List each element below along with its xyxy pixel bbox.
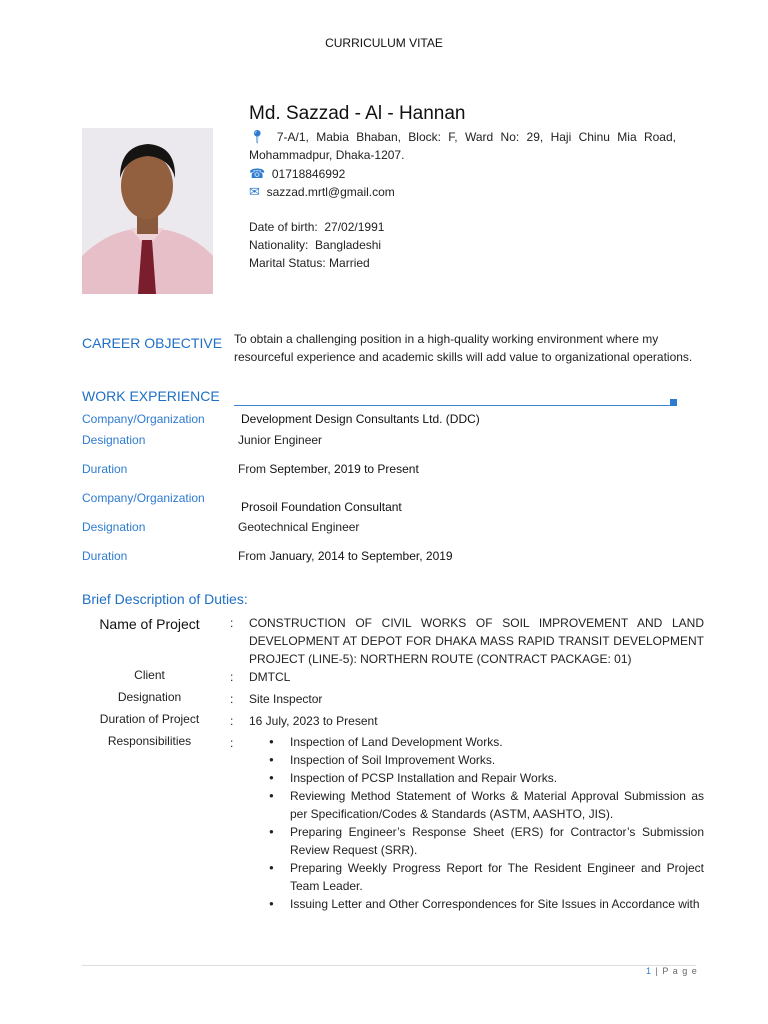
footer-divider: [82, 965, 696, 966]
section-divider: [234, 405, 676, 406]
work-experience-heading: WORK EXPERIENCE: [82, 388, 220, 404]
email: [249, 184, 395, 200]
nationality-value: Bangladeshi: [315, 238, 382, 252]
responsibilities-label: Responsibilities: [107, 734, 192, 748]
job2-company-label: Company/Organization: [82, 491, 205, 505]
marital-value: Married: [329, 256, 370, 270]
project-duration-colon: :: [230, 714, 234, 728]
job2-designation: Geotechnical Engineer: [238, 520, 360, 534]
marital-label: Marital Status:: [249, 256, 326, 270]
responsibilities-colon: :: [230, 736, 234, 750]
job1-duration-prefix: From: [238, 462, 266, 476]
list-item: ● Preparing Weekly Progress Report for The Resident Engineer and Project Team Leader.: [249, 859, 704, 895]
responsibilities-list: [249, 733, 704, 913]
list-item: ● Issuing Letter and Other Correspondences for Site Issues in Accordance with: [249, 895, 704, 913]
career-objective-text: To obtain a challenging position in a high-quality working environment where my resourceful experience and academic skills will add value to organizational operations.: [234, 332, 693, 364]
marital-status: [249, 256, 370, 270]
project-label: Name of Project: [99, 616, 200, 632]
job1-duration-value: September, 2019 to Present: [269, 462, 419, 476]
phone-text: 01718846992: [271, 167, 346, 181]
client-value: DMTCL: [249, 670, 291, 684]
list-item: ● Reviewing Method Statement of Works & Material Approval Submission as per Specification/Codes & Standards (ASTM, AASHTO, JIS).: [249, 787, 704, 823]
job2-duration: [238, 549, 453, 563]
profile-photo-image: [82, 128, 213, 294]
job2-duration-label: Duration: [82, 549, 128, 563]
job1-company: Development Design Consultants Ltd. (DDC): [241, 412, 480, 426]
client-colon: :: [230, 670, 234, 684]
project-colon: :: [230, 616, 234, 630]
job1-company-label: Company/Organization: [82, 412, 205, 426]
divider-marker: [670, 399, 677, 406]
job2-designation-label: Designation: [82, 520, 146, 534]
job1-designation: Junior Engineer: [238, 433, 323, 447]
client-label: Client: [134, 668, 165, 682]
job2-company: Prosoil Foundation Consultant: [241, 500, 402, 514]
candidate-name: Md. Sazzad - Al - Hannan: [249, 103, 466, 124]
phone: [249, 166, 345, 182]
nationality-label: Nationality:: [249, 238, 309, 252]
profile-photo: [82, 128, 213, 294]
job1-duration-label: Duration: [82, 462, 128, 476]
site-designation-value: Site Inspector: [249, 692, 323, 706]
nationality: [249, 238, 381, 252]
email-text[interactable]: sazzad.mrtl@gmail.com: [266, 185, 395, 199]
page-footer: [646, 966, 698, 976]
email-icon: ✉: [249, 184, 260, 199]
career-objective-heading: CAREER OBJECTIVE: [82, 335, 223, 351]
phone-icon: ☎: [249, 166, 266, 181]
project-duration-label: Duration of Project: [99, 712, 200, 726]
site-designation-colon: :: [230, 692, 234, 706]
job2-duration-prefix: From: [238, 549, 266, 563]
project-duration-value: 16 July, 2023 to Present: [249, 714, 378, 728]
location-pin-icon: 📍︎: [249, 129, 270, 144]
address: [249, 128, 676, 164]
list-item: ● Inspection of Soil Improvement Works.: [249, 751, 704, 769]
dob-label: Date of birth:: [249, 220, 318, 234]
page-label: | P a g e: [655, 966, 698, 976]
document-title: CURRICULUM VITAE: [325, 36, 443, 50]
job1-duration: [238, 462, 419, 476]
address-text: 7-A/1, Mabia Bhaban, Block: F, Ward No: 29, Haji Chinu Mia Road, Mohammadpur, Dhaka-1207.: [249, 130, 676, 162]
list-item: ● Preparing Engineer’s Response Sheet (ERS) for Contractor’s Submission Review Request (SRR).: [249, 823, 704, 859]
dob-value: 27/02/1991: [324, 220, 385, 234]
job2-duration-value: January, 2014 to September, 2019: [269, 549, 453, 563]
list-item: ● Inspection of PCSP Installation and Repair Works.: [249, 769, 704, 787]
date-of-birth: [249, 220, 384, 234]
site-designation-label: Designation: [117, 690, 182, 704]
page-number: 1: [646, 966, 653, 976]
list-item: ● Inspection of Land Development Works.: [249, 733, 704, 751]
project-name: CONSTRUCTION OF CIVIL WORKS OF SOIL IMPROVEMENT AND LAND DEVELOPMENT AT DEPOT FOR DHAKA MASS RAPID TRANSIT DEVELOPMENT PROJECT (LINE-5): NORTHERN ROUTE (CONTRACT PACKAGE: 01): [249, 616, 704, 666]
job1-designation-label: Designation: [82, 433, 146, 447]
duties-heading: Brief Description of Duties:: [82, 591, 248, 607]
